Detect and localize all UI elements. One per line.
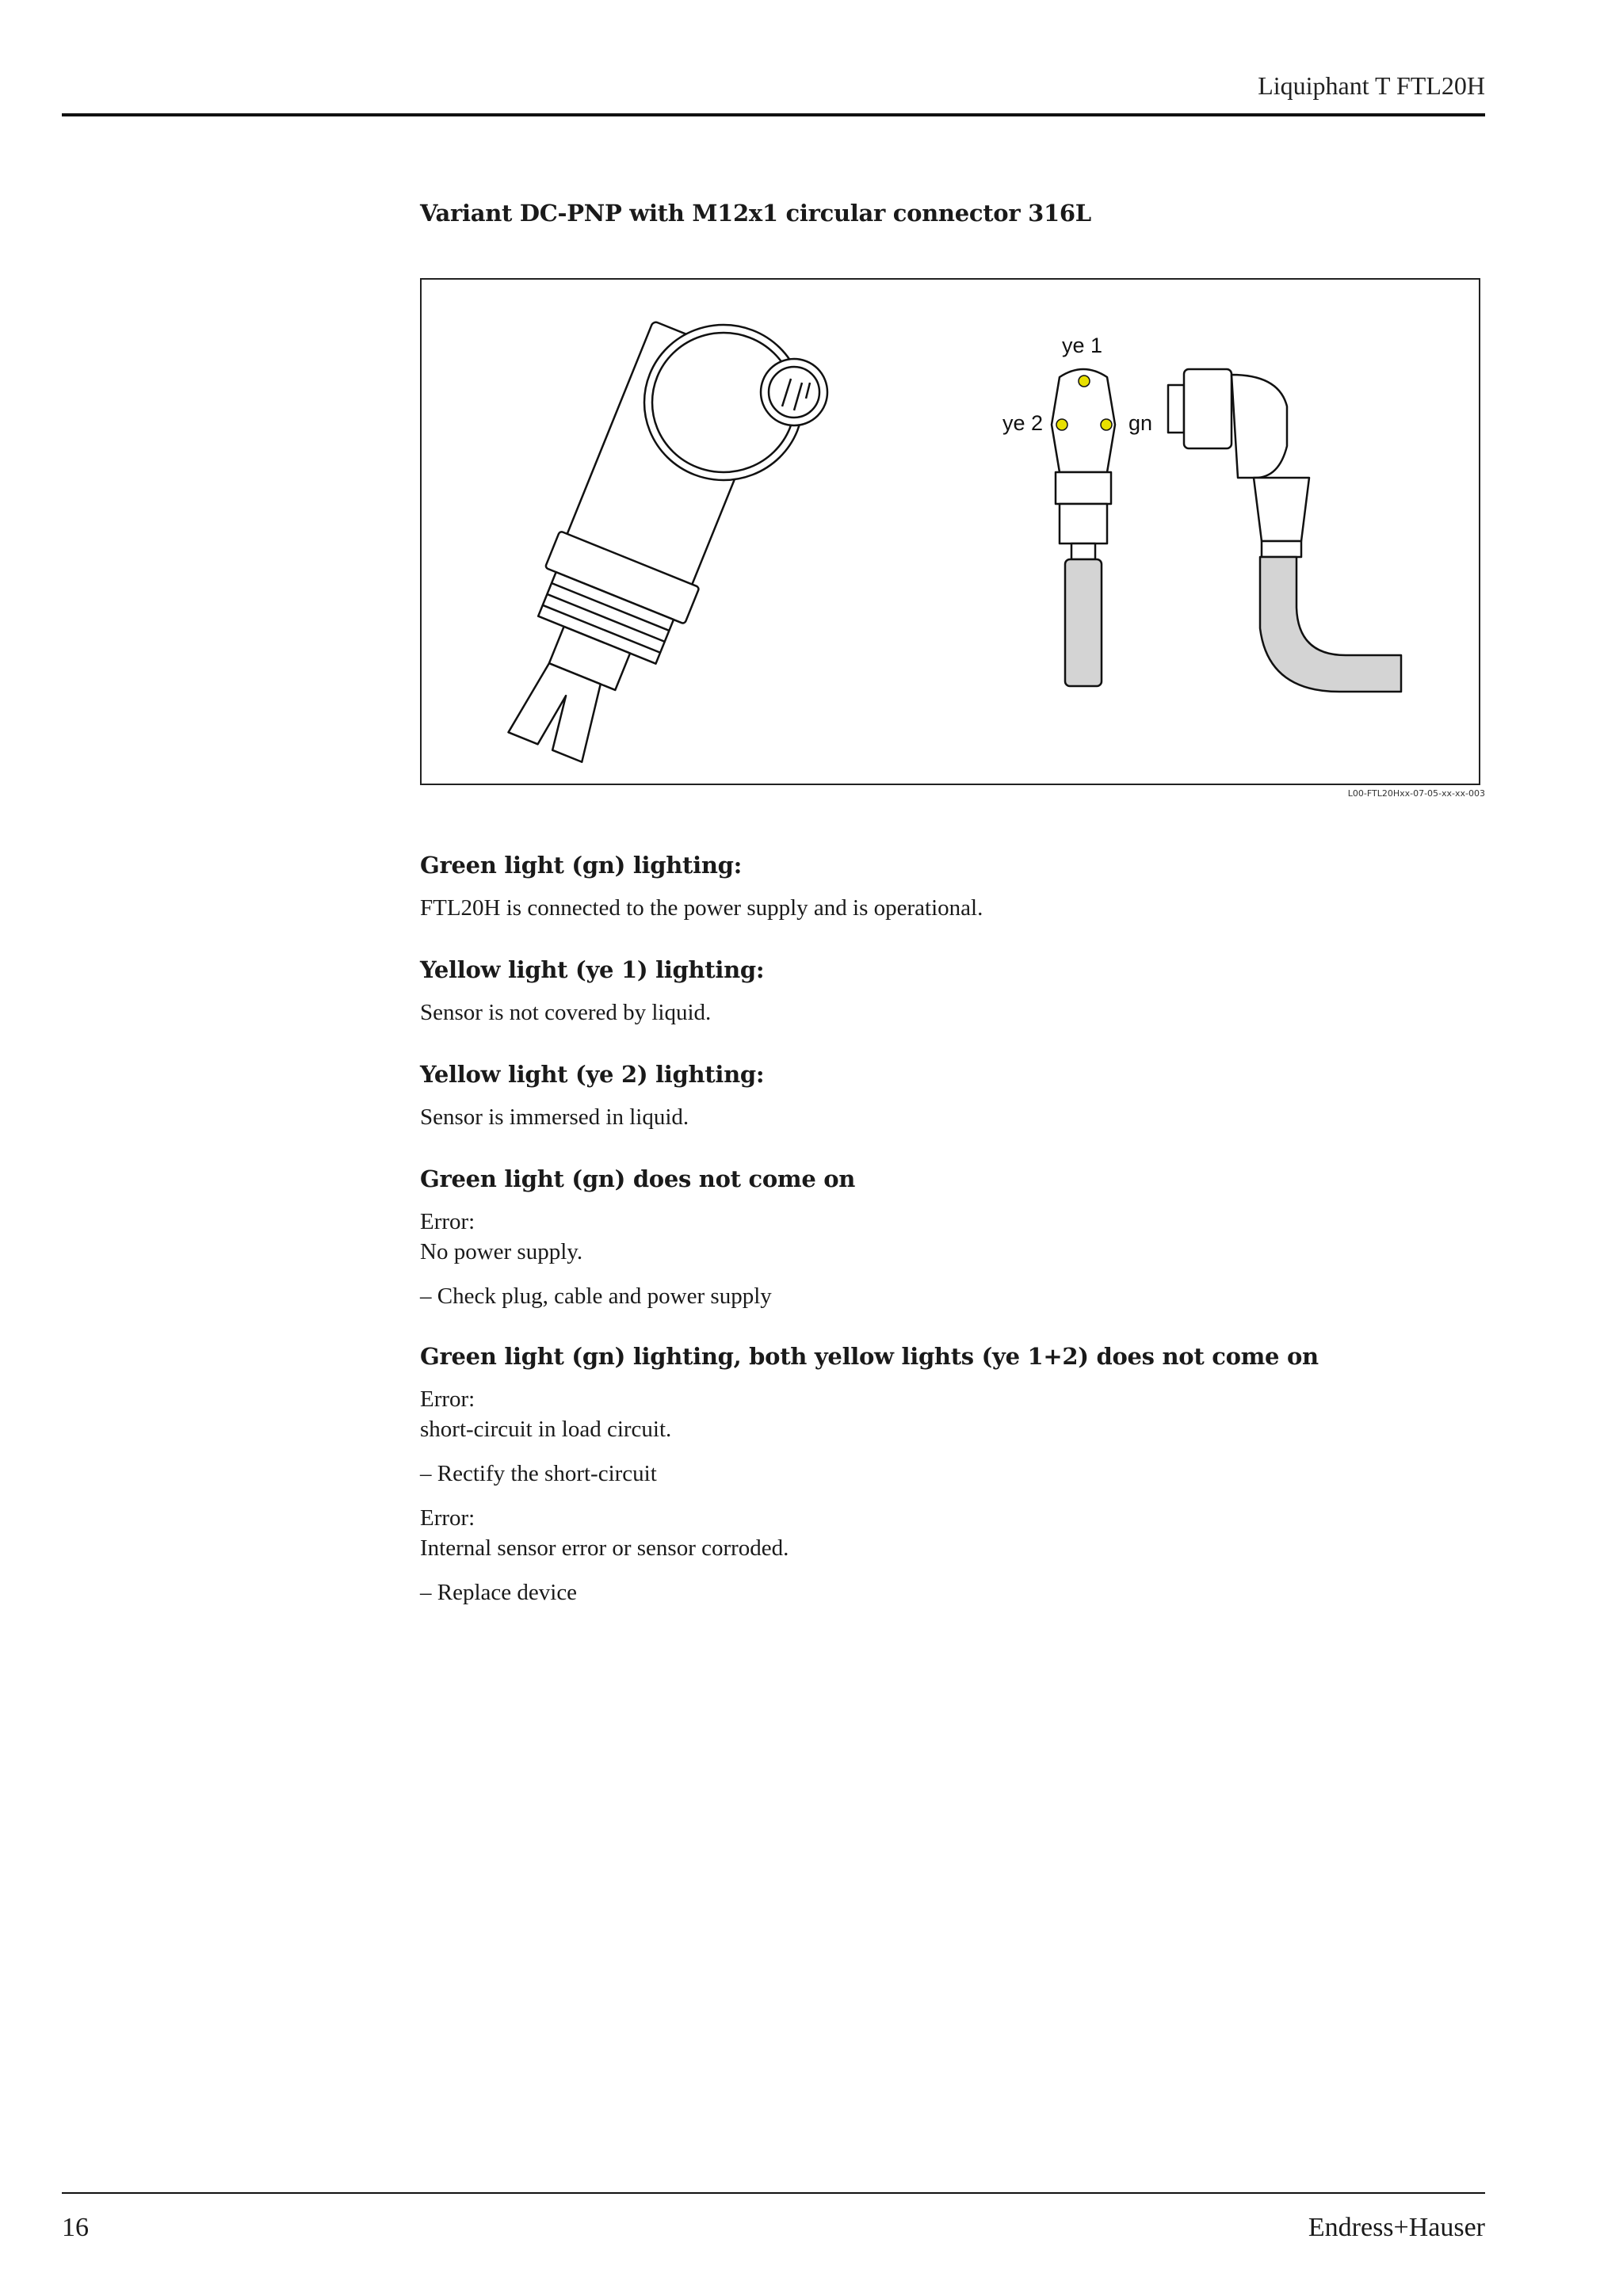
section-heading: Green light (gn) lighting, both yellow lights (ye 1+2) does not come on	[420, 1343, 1319, 1370]
error-label: Error:	[420, 1209, 475, 1234]
led-ye2-icon	[1056, 419, 1067, 430]
action-item: – Check plug, cable and power supply	[420, 1283, 772, 1309]
header-rule	[62, 113, 1485, 116]
led-gn-icon	[1101, 419, 1112, 430]
angled-cable	[1260, 557, 1401, 692]
section-green-lighting	[420, 852, 1485, 923]
header-title: Liquiphant T FTL20H	[1258, 71, 1485, 100]
section-yellow1-lighting	[420, 956, 1485, 1028]
section-yellow-off	[420, 1343, 1485, 1608]
section-text: Sensor is immersed in liquid.	[420, 1104, 689, 1130]
section-heading: Yellow light (ye 1) lighting:	[420, 956, 765, 983]
section-heading: Green light (gn) does not come on	[420, 1165, 856, 1192]
led-ye1-icon	[1079, 376, 1090, 387]
section-text: Sensor is not covered by liquid.	[420, 1000, 712, 1025]
straight-cable	[1065, 559, 1102, 686]
page-number: 16	[62, 2213, 89, 2242]
error-label: Error:	[420, 1505, 475, 1531]
section-heading: Green light (gn) lighting:	[420, 852, 742, 879]
footer-brand: Endress+Hauser	[1308, 2213, 1485, 2242]
error-text: No power supply.	[420, 1239, 583, 1264]
action-item: – Rectify the short-circuit	[420, 1461, 657, 1486]
action-item: – Replace device	[420, 1580, 578, 1605]
label-ye2: ye 2	[1002, 411, 1044, 435]
angled-plug	[1184, 369, 1232, 448]
figure-heading: Variant DC-PNP with M12x1 circular connector 316L	[420, 200, 1091, 227]
connector-illustration	[422, 280, 1479, 784]
figure-code: L00-FTL20Hxx-07-05-xx-xx-003	[1347, 788, 1485, 799]
error-text: Internal sensor error or sensor corroded.	[420, 1535, 789, 1561]
section-heading: Yellow light (ye 2) lighting:	[420, 1061, 765, 1088]
error-text: short-circuit in load circuit.	[420, 1417, 672, 1442]
label-ye1: ye 1	[1062, 334, 1103, 357]
section-yellow2-lighting	[420, 1061, 1485, 1132]
section-text: FTL20H is connected to the power supply and is operational.	[420, 895, 983, 921]
figure-heading-block	[420, 200, 1485, 227]
label-gn: gn	[1128, 411, 1153, 435]
connector-figure	[420, 278, 1480, 785]
error-label: Error:	[420, 1386, 475, 1412]
section-green-off	[420, 1165, 1485, 1311]
footer-rule	[62, 2192, 1485, 2194]
